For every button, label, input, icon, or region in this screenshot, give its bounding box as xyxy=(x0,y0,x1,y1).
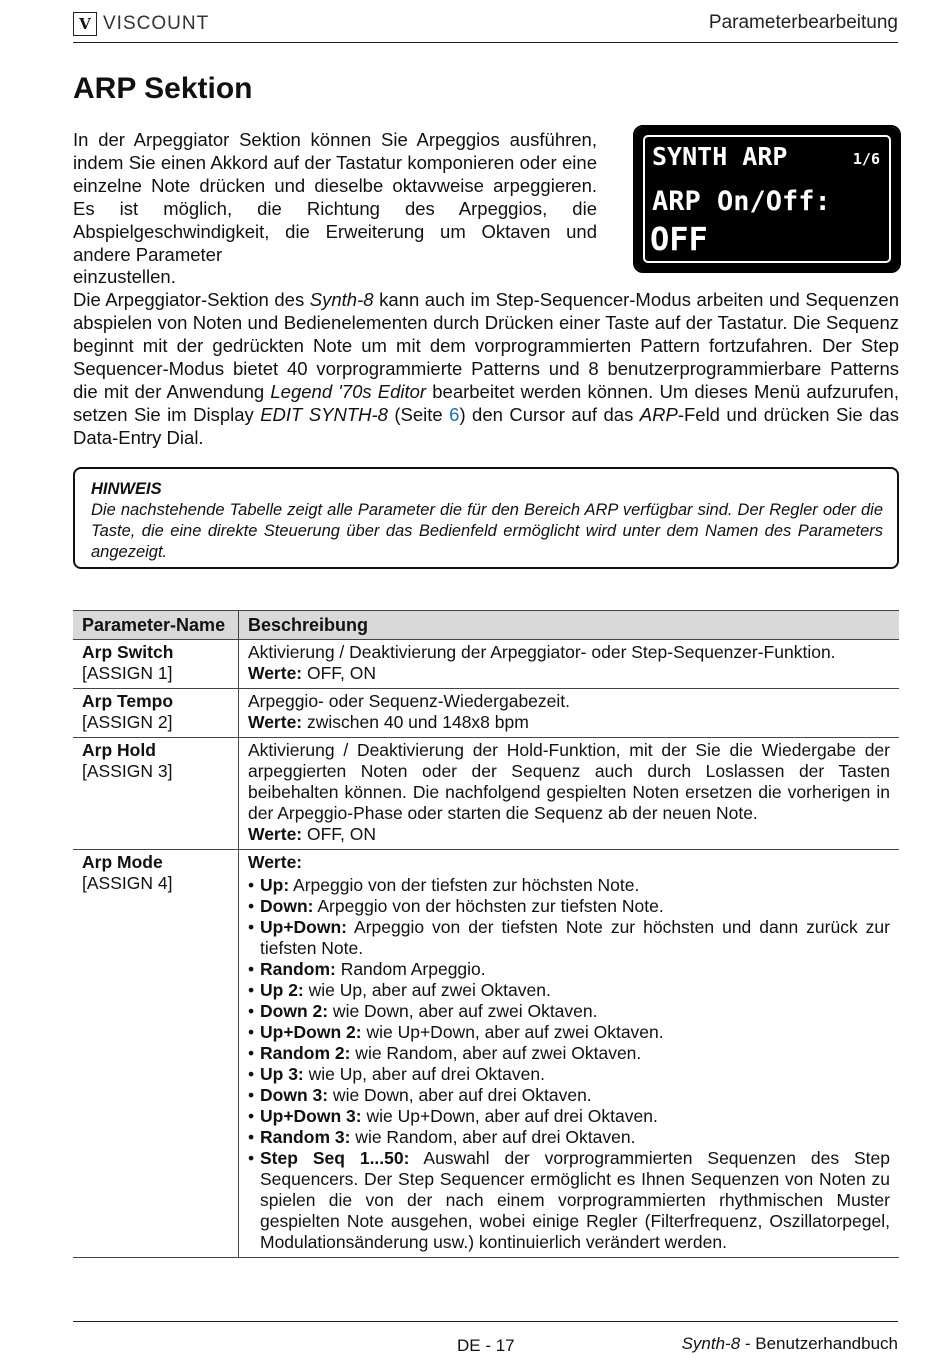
manual-suffix: - Benutzerhandbuch xyxy=(740,1334,898,1353)
list-item xyxy=(248,917,890,959)
mode-text: Arpeggio von der tiefsten zur höchsten Note. xyxy=(289,875,640,895)
note-box xyxy=(73,467,899,569)
manual-product: Synth-8 xyxy=(681,1334,741,1353)
param-name: Arp Tempo xyxy=(82,691,174,711)
param-values xyxy=(248,852,890,873)
param-cell xyxy=(73,640,239,689)
mode-term: Up+Down 2: xyxy=(260,1022,362,1042)
values-label: Werte: xyxy=(248,663,303,683)
mode-term: Up: xyxy=(260,875,290,895)
param-values xyxy=(248,663,890,684)
param-description: Aktivierung / Deaktivierung der Arpeggiator- oder Step-Sequenzer-Funktion. xyxy=(248,642,836,662)
body-synth-name: Synth-8 xyxy=(309,289,374,310)
mode-term: Down 3: xyxy=(260,1085,329,1105)
mode-text: wie Up+Down, aber auf zwei Oktaven. xyxy=(361,1022,664,1042)
section-title: Parameterbearbeitung xyxy=(708,12,898,33)
table-row xyxy=(73,689,899,738)
mode-term: Random: xyxy=(260,959,336,979)
mode-term: Step Seq 1...50: xyxy=(260,1148,410,1168)
list-item xyxy=(248,1085,890,1106)
mode-text: wie Random, aber auf zwei Oktaven. xyxy=(350,1043,642,1063)
body-text: bearbeitet werden können. Um dieses Menü aufzurufen, setzen Sie im Display xyxy=(73,381,899,425)
mode-term: Down 2: xyxy=(260,1001,329,1021)
lcd-page-indicator: 1/6 xyxy=(852,150,880,168)
param-name: Arp Hold xyxy=(82,740,156,760)
viscount-logo xyxy=(73,12,209,36)
note-text: Die nachstehende Tabelle zeigt alle Parameter die für den Bereich ARP verfügbar sind. Der Regler oder die Taste, die eine direkte Steuerung über das Bedienfeld ermöglicht wird unter dem Namen des Parameters angezeigt. xyxy=(91,501,883,561)
mode-text: wie Up+Down, aber auf drei Oktaven. xyxy=(361,1106,658,1126)
list-item xyxy=(248,875,890,896)
param-cell xyxy=(73,850,239,1258)
param-cell xyxy=(73,689,239,738)
column-header-description: Beschreibung xyxy=(239,611,900,640)
mode-text: wie Up, aber auf zwei Oktaven. xyxy=(303,980,551,1000)
page-number: DE - 17 xyxy=(457,1336,515,1355)
param-name: Arp Switch xyxy=(82,642,174,662)
values-label: Werte: xyxy=(248,712,303,732)
mode-text: wie Down, aber auf zwei Oktaven. xyxy=(328,1001,598,1021)
lcd-parameter-label: ARP On/Off: xyxy=(652,186,831,217)
logo-mark-icon: V xyxy=(73,12,97,36)
param-cell xyxy=(73,738,239,850)
mode-term: Up 3: xyxy=(260,1064,304,1084)
list-item xyxy=(248,1001,890,1022)
values-text: OFF, ON xyxy=(302,663,377,683)
param-description: Aktivierung / Deaktivierung der Hold-Funktion, mit der Sie die Wiedergabe der arpeggierten Noten oder der Sequenz auch durch Loslassen der Tasten beibehalten können. Die nachfolgend gespielten Noten ersetzen die vorherigen in der Arpeggio-Phase oder starten die Sequenz ab der neuen Note. xyxy=(248,740,890,823)
body-editor-name: Legend '70s Editor xyxy=(270,381,427,402)
body-paragraph xyxy=(73,288,899,449)
intro-paragraph: In der Arpeggiator Sektion können Sie Arpeggios ausführen, indem Sie einen Akkord auf der Tastatur komponieren oder eine einzelne Note drücken und dieselbe oktavweise arpeggieren. Es ist möglich, die Richtung des Arpeggios, die Abspielgeschwindigkeit, die Erweiterung um Oktaven und andere Parameter xyxy=(73,129,597,265)
body-text: kann auch im Step-Sequencer-Modus arbeiten und Sequenzen abspielen von Noten und Bedienelementen durch Drücken einer Taste auf der Tastatur. Die Sequenz beginnt mit der gedrückten Note um mit dem vorprogrammierten Pattern fortzufahren. Der Step Sequencer-Modus bietet 40 vorprogrammierte Patterns und 8 benutzerprogrammierbare Patterns die mit der Anwendung xyxy=(73,289,899,402)
param-assign: [ASSIGN 2] xyxy=(82,712,173,732)
lcd-display xyxy=(635,127,899,271)
desc-cell xyxy=(239,689,900,738)
body-arp-field: ARP xyxy=(639,404,678,425)
mode-text: Random Arpeggio. xyxy=(335,959,486,979)
mode-term: Random 2: xyxy=(260,1043,351,1063)
values-label: Werte: xyxy=(248,852,303,872)
desc-cell xyxy=(239,640,900,689)
values-text: OFF, ON xyxy=(302,824,377,844)
param-values xyxy=(248,824,890,845)
page-title: ARP Sektion xyxy=(73,72,253,105)
logo-text: VISCOUNT xyxy=(103,13,210,34)
mode-list xyxy=(248,875,890,1253)
intro-last-line: einzustellen. xyxy=(73,266,176,287)
note-title: HINWEIS xyxy=(91,480,162,498)
mode-text: wie Down, aber auf drei Oktaven. xyxy=(328,1085,592,1105)
list-item xyxy=(248,896,890,917)
manual-title xyxy=(682,1334,898,1354)
body-text: Die Arpeggiator-Sektion des xyxy=(73,289,310,310)
parameter-table xyxy=(73,610,899,1258)
lcd-parameter-value: OFF xyxy=(650,220,708,258)
mode-text: Arpeggio von der tiefsten Note zur höchsten und dann zurück zur tiefsten Note. xyxy=(260,917,890,958)
mode-term: Up+Down: xyxy=(260,917,348,937)
body-text: (Seite xyxy=(387,404,450,425)
table-row xyxy=(73,850,899,1258)
param-name: Arp Mode xyxy=(82,852,163,872)
mode-text: Auswahl der vorprogrammierten Sequenzen des Step Sequencers. Der Step Sequencer ermöglicht es Ihnen Sequenzen von Noten zu spielen die von der nach einem vorprogrammierten rhythmischen Muster gespielten Note ausgehen, wobei einige Regler (Filterfrequenz, Oszillatorpegel, Modulationsänderung usw.) kontinuierlich verändert werden. xyxy=(260,1148,890,1252)
param-assign: [ASSIGN 3] xyxy=(82,761,173,781)
column-header-name: Parameter-Name xyxy=(73,611,239,640)
table-header-row xyxy=(73,611,899,640)
mode-term: Up 2: xyxy=(260,980,304,1000)
mode-term: Up+Down 3: xyxy=(260,1106,362,1126)
values-label: Werte: xyxy=(248,824,303,844)
list-item xyxy=(248,959,890,980)
list-item xyxy=(248,1106,890,1127)
list-item xyxy=(248,1043,890,1064)
desc-cell xyxy=(239,850,900,1258)
param-assign: [ASSIGN 1] xyxy=(82,663,173,683)
list-item xyxy=(248,980,890,1001)
param-values xyxy=(248,712,890,733)
mode-text: wie Random, aber auf drei Oktaven. xyxy=(350,1127,636,1147)
desc-cell xyxy=(239,738,900,850)
mode-term: Down: xyxy=(260,896,314,916)
mode-term: Random 3: xyxy=(260,1127,351,1147)
footer-divider xyxy=(73,1321,898,1322)
list-item xyxy=(248,1064,890,1085)
page-reference-link[interactable]: 6 xyxy=(449,404,460,425)
lcd-title: SYNTH ARP xyxy=(652,142,788,171)
mode-text: Arpeggio von der höchsten zur tiefsten Note. xyxy=(313,896,664,916)
mode-text: wie Up, aber auf drei Oktaven. xyxy=(303,1064,545,1084)
list-item xyxy=(248,1022,890,1043)
table-row xyxy=(73,738,899,850)
list-item xyxy=(248,1127,890,1148)
values-text: zwischen 40 und 148x8 bpm xyxy=(302,712,529,732)
param-assign: [ASSIGN 4] xyxy=(82,873,173,893)
body-text: ) den Cursor auf das xyxy=(459,404,640,425)
table-row xyxy=(73,640,899,689)
body-text: -Feld und drücken Sie das Data-Entry Dial. xyxy=(73,404,899,448)
param-description: Arpeggio- oder Sequenz-Wiedergabezeit. xyxy=(248,691,570,711)
page-header xyxy=(73,10,898,43)
body-display-name: EDIT SYNTH-8 xyxy=(260,404,388,425)
list-item xyxy=(248,1148,890,1253)
